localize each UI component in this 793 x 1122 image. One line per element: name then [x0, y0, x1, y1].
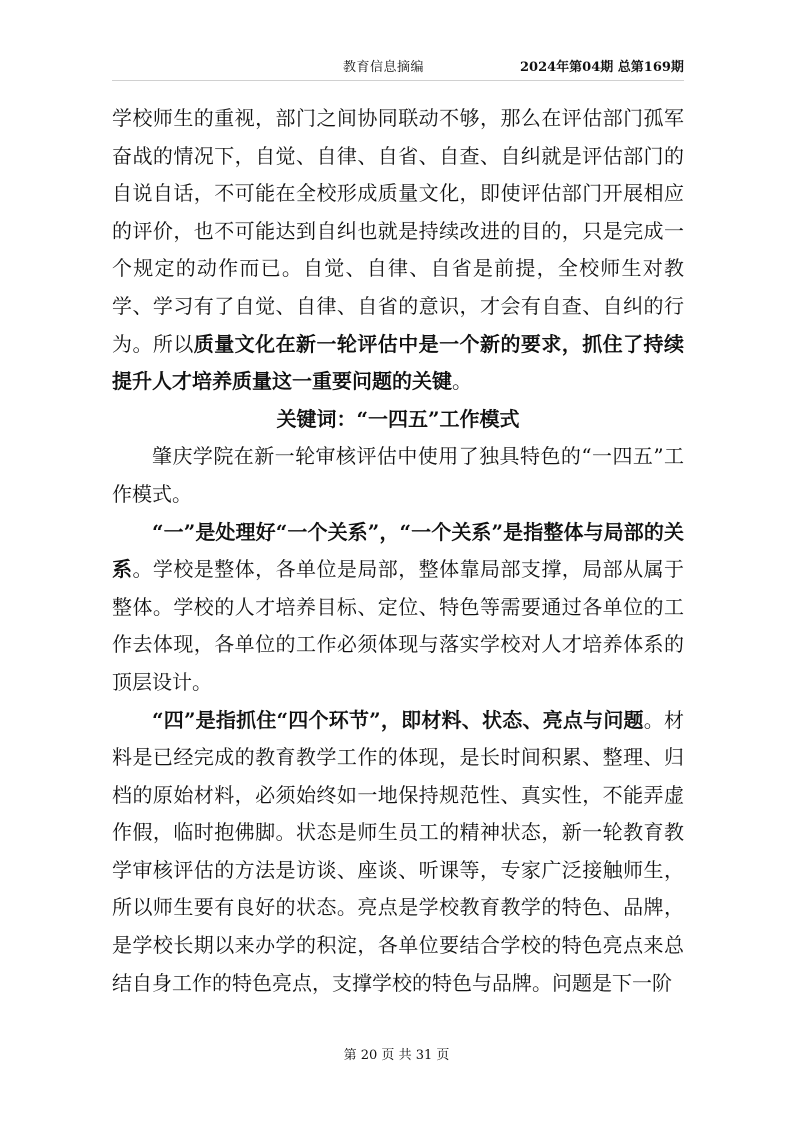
paragraph-text: 学校师生的重视，部门之间协同联动不够，那么在评估部门孤军奋战的情况下，自觉、自律、自省、自查、自纠就是评估部门的自说自话，不可能在全校形成质量文化，即使评估部门开展相应的评价，也不可能达到自纠也就是持续改进的目的，只是完成一个规定的动作而已。自觉、自律、自省是前提，全校师生对教学、学习有了自觉、自律、自省的意识，才会有自查、自纠的行为。所以 [112, 106, 684, 356]
paragraph-text: 。材料是已经完成的教育教学工作的体现，是长时间积累、整理、归档的原始材料，必须始终如一地保持规范性、真实性，不能弄虚作假，临时抱佛脚。状态是师生员工的精神状态，新一轮教育教学审核评估的方法是访谈、座谈、听课等，专家广泛接触师生，所以师生要有良好的状态。亮点是学校教育教学的特色、品牌，是学校长期以来办学的积淀，各单位要结合学校的特色亮点来总结自身工作的特色亮点，支撑学校的特色与品牌。问题是下一阶 [112, 707, 685, 995]
paragraph-emphasis: 质量文化在新一轮评估中是一个新的要求，抓住了持续提升人才培养质量这一重要问题的关键 [112, 331, 685, 394]
paragraph-emphasis: “一”是处理好“一个关系”，“一个关系”是指整体与局部的关系 [112, 519, 684, 582]
paragraph-end: 。 [452, 369, 472, 394]
article-body [112, 100, 684, 1002]
paragraph-quality-culture [112, 100, 684, 401]
paragraph-intro: 肇庆学院在新一轮审核评估中使用了独具特色的“一四五”工作模式。 [112, 444, 684, 506]
page-header [0, 56, 793, 76]
paragraph-text: 。学校是整体，各单位是局部，整体靠局部支撑，局部从属于整体。学校的人才培养目标、定位、特色等需要通过各单位的工作去体现，各单位的工作必须体现与落实学校对人才培养体系的顶层设计。 [112, 557, 685, 694]
publication-title: 教育信息摘编 [343, 60, 425, 75]
paragraph-one-relationship [112, 514, 684, 702]
paragraph-four-links [112, 702, 684, 1003]
page-footer [0, 1044, 793, 1063]
page-number: 第 20 页 共 31 页 [343, 1048, 450, 1063]
header-divider [112, 80, 684, 81]
issue-number: 2024年第04期 总第169期 [520, 60, 684, 75]
paragraph-emphasis: “四”是指抓住“四个环节”，即材料、状态、亮点与问题 [152, 707, 644, 732]
keyword-heading: 关键词：“一四五”工作模式 [276, 406, 520, 431]
